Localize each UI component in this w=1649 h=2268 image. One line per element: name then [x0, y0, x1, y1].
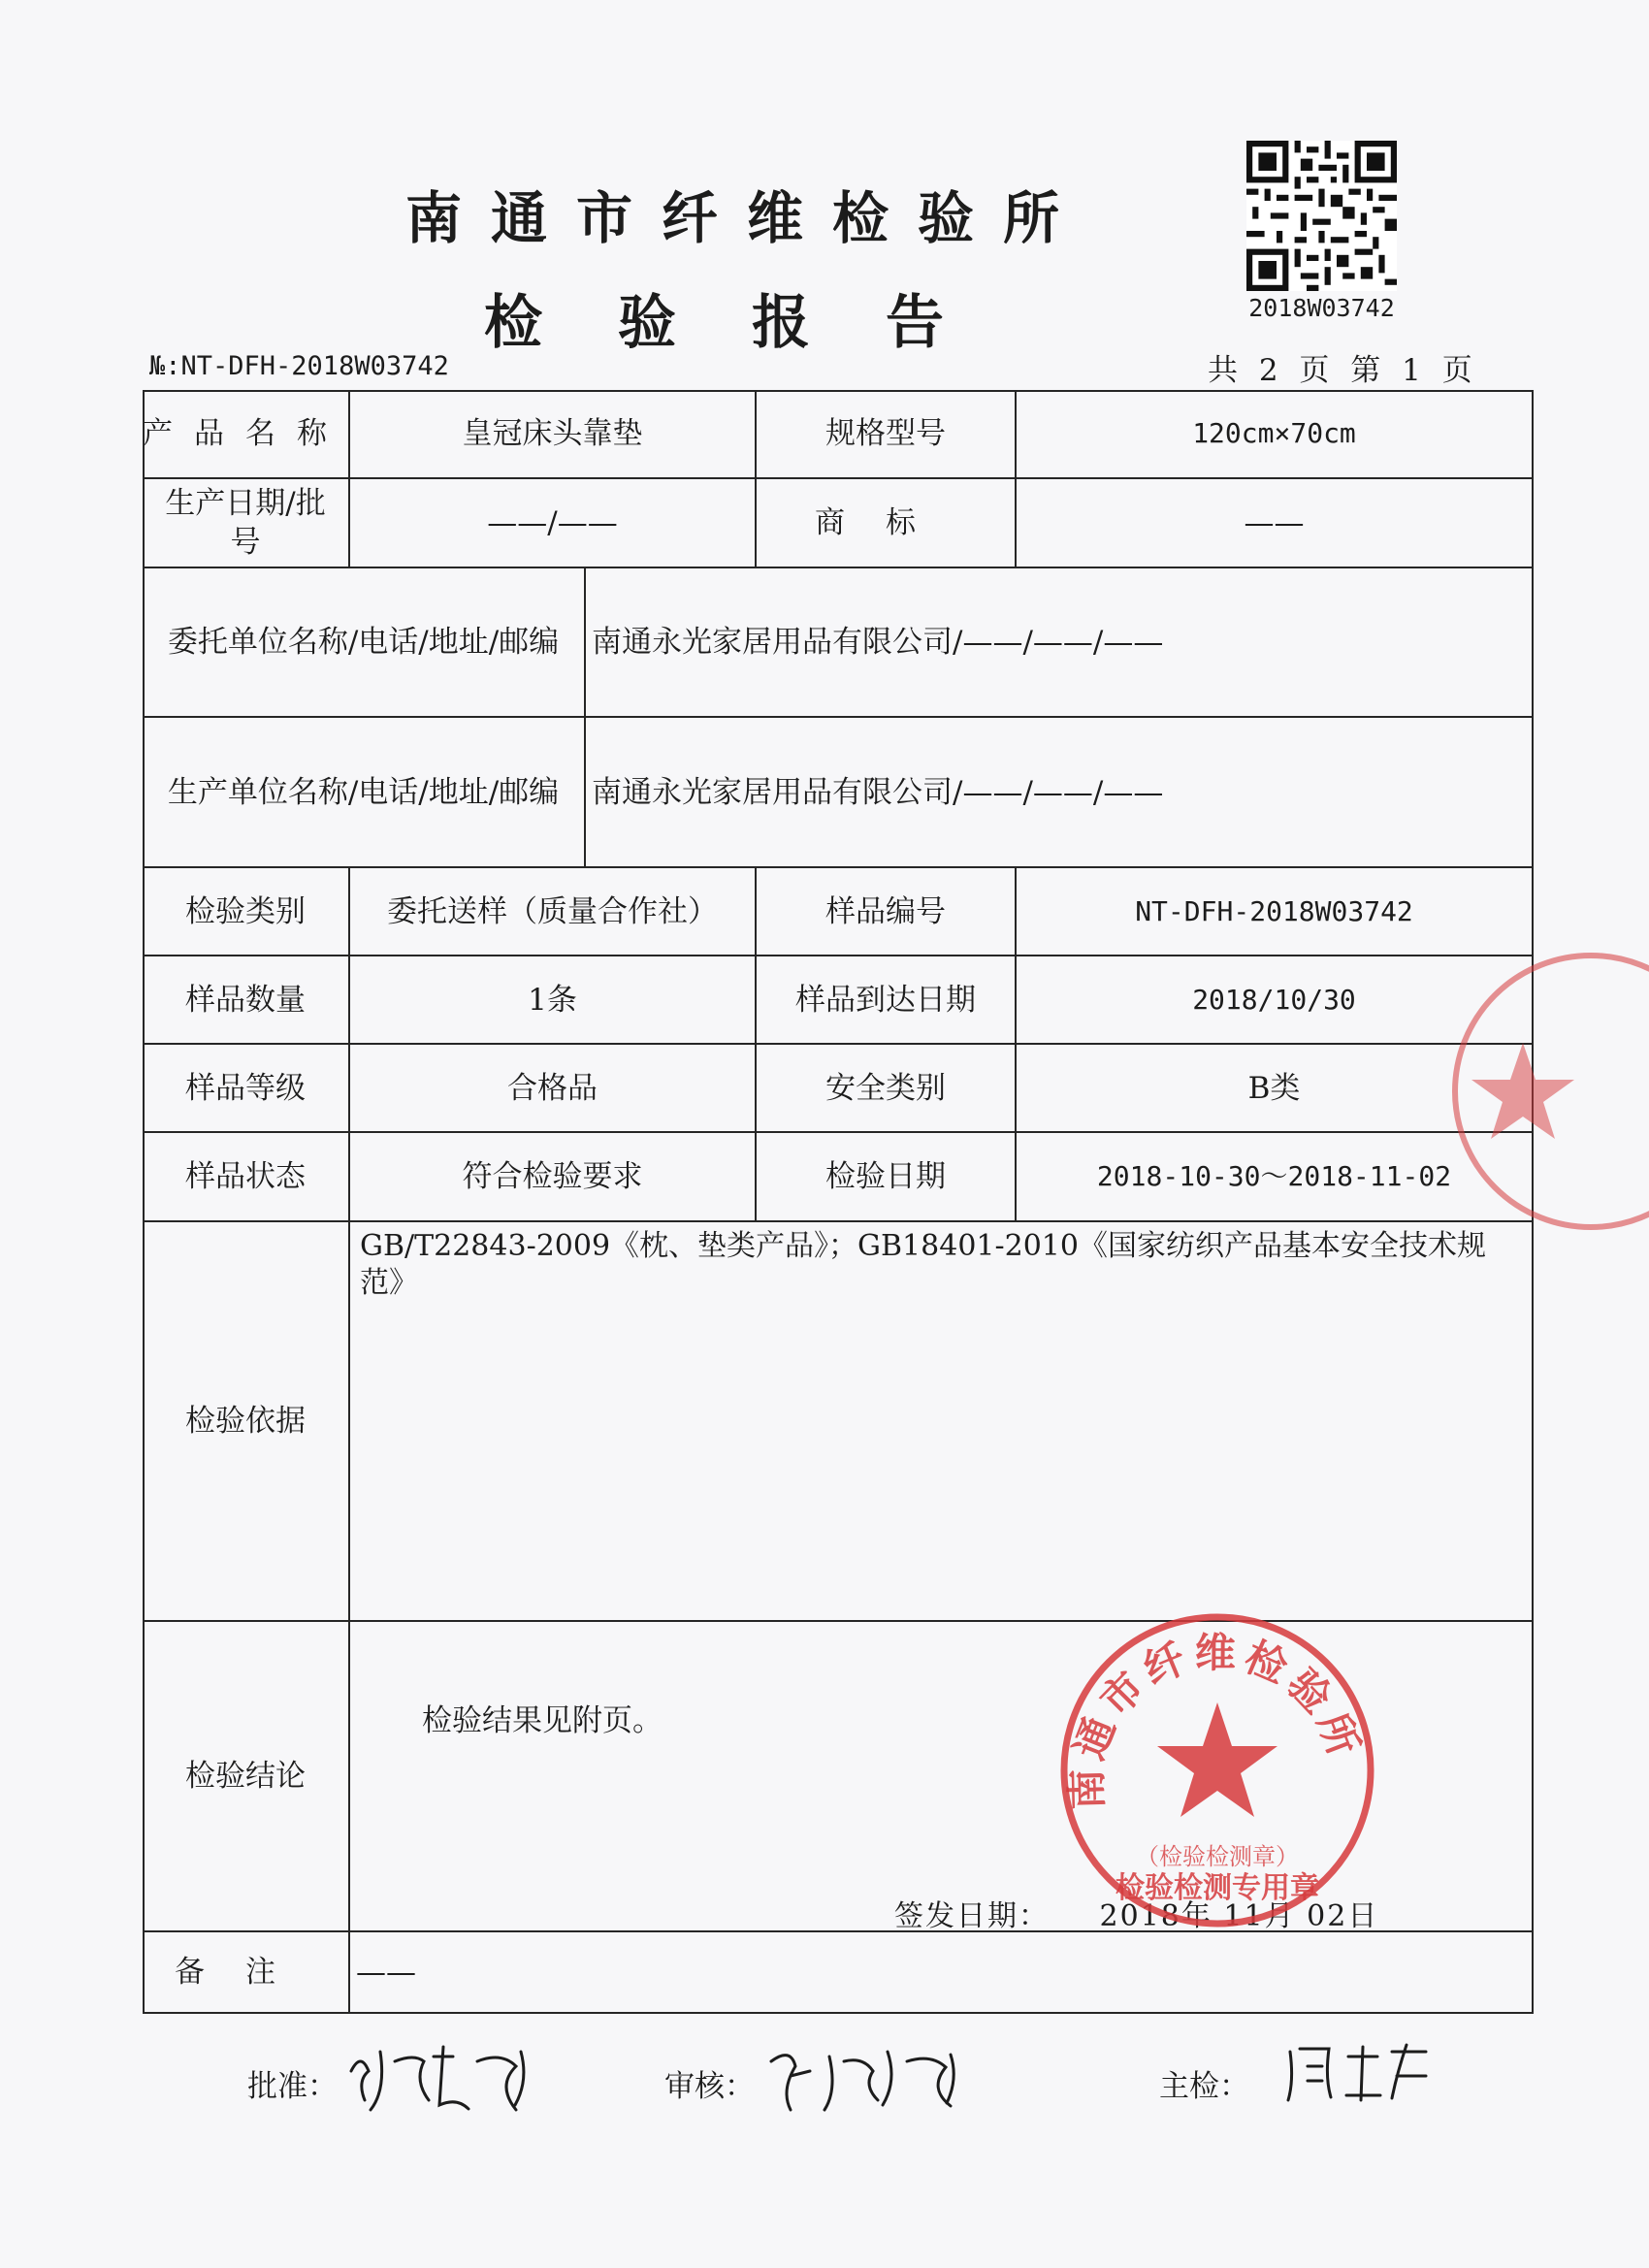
basis-value: GB/T22843-2009《枕、垫类产品》；GB18401-2010《国家纺织产品基本安全技术规范》 — [350, 1222, 1534, 1622]
qty-label: 样品数量 — [143, 956, 350, 1045]
client-value: 南通永光家居用品有限公司/——/——/—— — [586, 568, 1534, 718]
insp-date-value: 2018-10-30～2018-11-02 — [1017, 1133, 1534, 1222]
product-name-value: 皇冠床头靠垫 — [350, 390, 757, 479]
inspect-label: 主检： — [1159, 2069, 1249, 2104]
review-label: 审核： — [664, 2069, 755, 2104]
official-seal-icon — [1057, 1610, 1377, 1930]
qr-number: 2018W03742 — [1248, 294, 1395, 322]
seal-note: （检验检测章） — [1136, 1843, 1299, 1870]
spec-label: 规格型号 — [757, 390, 1017, 479]
prod-date-value: ——/—— — [350, 479, 757, 568]
insp-type-label: 检验类别 — [143, 868, 350, 956]
page-indicator: 共 2 页 第 1 页 — [1208, 353, 1478, 388]
arrival-value: 2018/10/30 — [1017, 956, 1534, 1045]
grade-value: 合格品 — [350, 1045, 757, 1133]
report-number: №:NT-DFH-2018W03742 — [149, 351, 449, 381]
prod-date-label: 生产日期/批号 — [143, 479, 350, 568]
producer-label: 生产单位名称/电话/地址/邮编 — [143, 718, 586, 868]
grade-label: 样品等级 — [143, 1045, 350, 1133]
issue-date-label: 签发日期： — [894, 1899, 1050, 1933]
issue-date-value: 2018年 11月 02日 — [1099, 1899, 1379, 1933]
trademark-label: 商标 — [757, 479, 1017, 568]
inspect-signature-icon — [1280, 2037, 1436, 2110]
sample-no-value: NT-DFH-2018W03742 — [1017, 868, 1534, 956]
sample-no-label: 样品编号 — [757, 868, 1017, 956]
basis-label: 检验依据 — [143, 1222, 350, 1622]
product-name-label: 产品名称 — [143, 390, 350, 479]
producer-value: 南通永光家居用品有限公司/——/——/—— — [586, 718, 1534, 868]
institute-title: 南通市纤维检验所 — [404, 185, 1088, 251]
spec-value: 120cm×70cm — [1017, 390, 1534, 479]
insp-type-value: 委托送样（质量合作社） — [350, 868, 757, 956]
qty-value: 1条 — [350, 956, 757, 1045]
arrival-label: 样品到达日期 — [757, 956, 1017, 1045]
qr-code-icon — [1246, 141, 1397, 291]
remarks-label: 备注 — [143, 1932, 350, 2014]
conclusion-label: 检验结论 — [143, 1622, 350, 1932]
client-label: 委托单位名称/电话/地址/邮编 — [143, 568, 586, 718]
report-title: 检验报告 — [484, 289, 1019, 357]
review-signature-icon — [761, 2037, 975, 2115]
approve-signature-icon — [341, 2032, 545, 2120]
conclusion-text: 检验结果见附页。 — [422, 1703, 663, 1738]
safety-label: 安全类别 — [757, 1045, 1017, 1133]
state-value: 符合检验要求 — [350, 1133, 757, 1222]
approve-label: 批准： — [247, 2069, 338, 2104]
seal-name: 南通市纤维检验所 — [1062, 1629, 1371, 1811]
edge-seal-icon — [1445, 946, 1649, 1237]
safety-value: B类 — [1017, 1045, 1534, 1133]
remarks-value: —— — [350, 1932, 1534, 2014]
seal-sub: 检验检测专用章 — [1116, 1871, 1319, 1905]
state-label: 样品状态 — [143, 1133, 350, 1222]
insp-date-label: 检验日期 — [757, 1133, 1017, 1222]
trademark-value: —— — [1017, 479, 1534, 568]
